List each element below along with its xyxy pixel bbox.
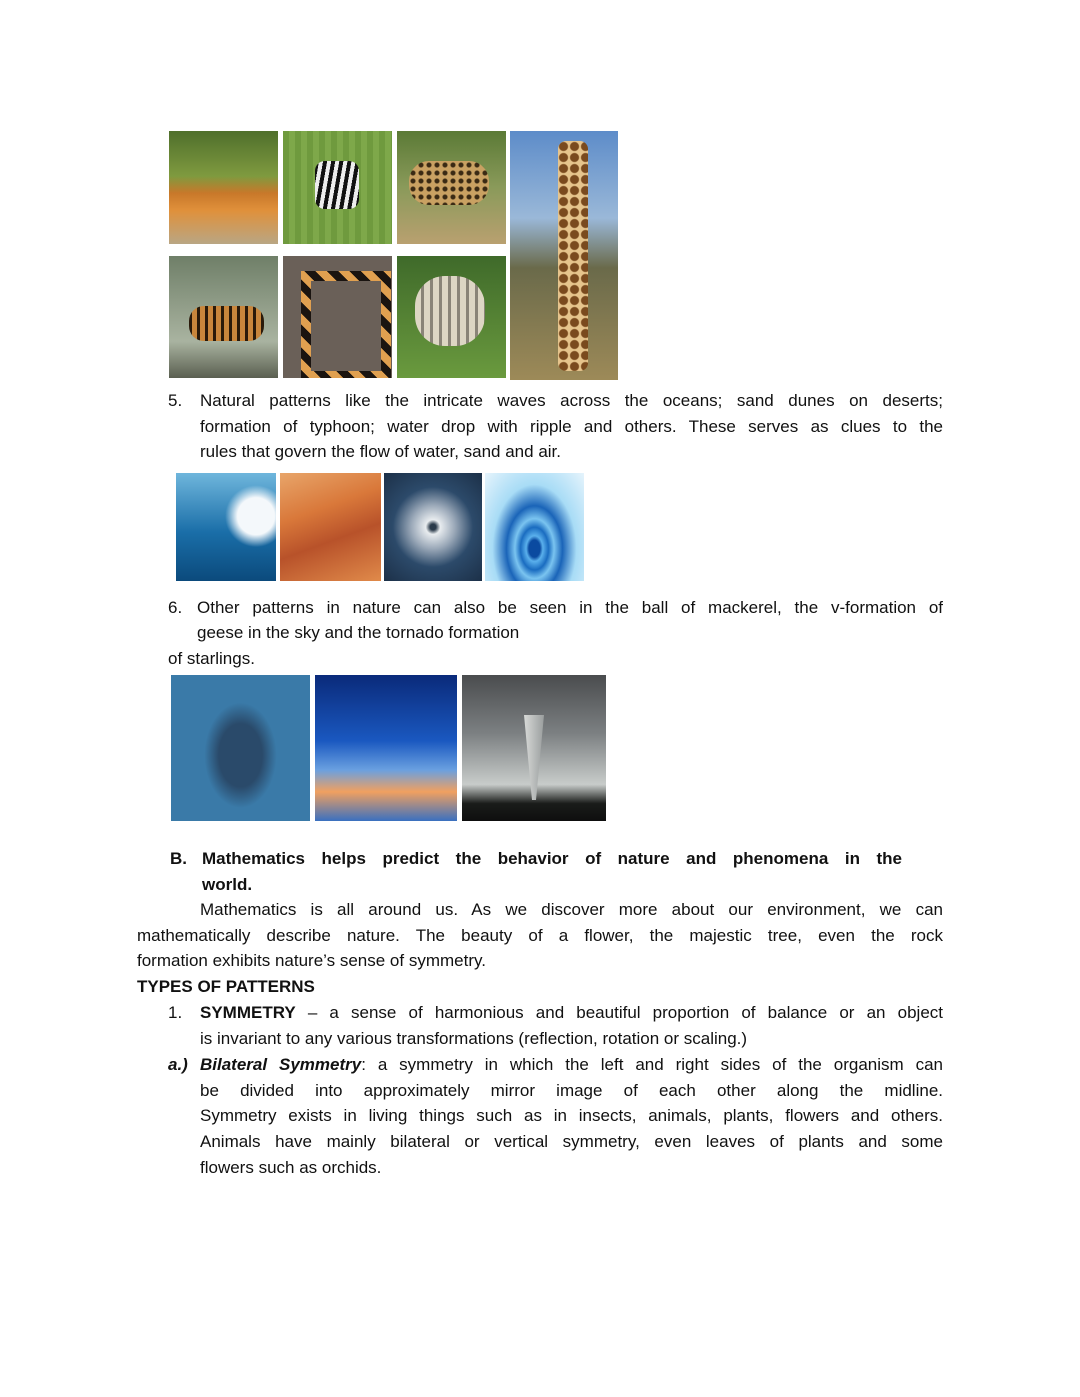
- types-heading: TYPES OF PATTERNS: [137, 977, 315, 996]
- tiger-striped-cat-image: [169, 256, 278, 378]
- list-marker: 6.: [168, 598, 183, 617]
- leopard-image: [397, 131, 506, 244]
- sand-dunes-image: [280, 473, 381, 581]
- item5-line: rules that govern the flow of water, sand and air.: [200, 442, 561, 461]
- geese-formation-image: [315, 675, 457, 821]
- symmetry-line: [200, 1001, 943, 1025]
- banded-snake-image: [283, 256, 392, 378]
- bilateral-term: Bilateral Symmetry: [200, 1055, 362, 1074]
- zebra-image: [283, 131, 392, 244]
- item5-line: Natural patterns like the intricate waves across the oceans; sand dunes on deserts;: [200, 391, 943, 410]
- list-marker: 1.: [168, 1003, 183, 1022]
- bilateral-line: flowers such as orchids.: [200, 1158, 382, 1177]
- paragraph-line: formation exhibits nature’s sense of symmetry.: [137, 951, 486, 970]
- bilateral-line: be divided into approximately mirror image of each other along the midline.: [200, 1081, 943, 1100]
- item6-line: geese in the sky and the tornado formation: [197, 623, 520, 642]
- item6-line: Other patterns in nature can also be seen in the ball of mackerel, the v-formation of: [197, 598, 943, 617]
- symmetry-definition: – a sense of harmonious and beautiful proportion of balance or an object: [295, 1003, 943, 1022]
- tiger-image: [169, 131, 278, 244]
- typhoon-image: [384, 473, 482, 581]
- section-marker: B.: [170, 849, 187, 868]
- section-heading: Mathematics helps predict the behavior of nature and phenomena in the: [202, 849, 902, 868]
- bilateral-line: [200, 1053, 943, 1077]
- item6-line: of starlings.: [168, 649, 255, 668]
- bilateral-definition: : a symmetry in which the left and right sides of the organism can: [361, 1055, 943, 1074]
- item5-line: formation of typhoon; water drop with ripple and others. These serves as clues to the: [200, 417, 943, 436]
- symmetry-term: SYMMETRY: [200, 1003, 296, 1022]
- symmetry-line: is invariant to any various transformations (reflection, rotation or scaling.): [200, 1029, 748, 1048]
- list-marker: 5.: [168, 391, 183, 410]
- bilateral-line: Symmetry exists in living things such as in insects, animals, plants, flowers and others.: [200, 1106, 943, 1125]
- giraffe-image: [510, 131, 618, 380]
- mackerel-ball-image: [171, 675, 310, 821]
- tornado-image: [462, 675, 606, 821]
- water-drop-ripple-image: [485, 473, 584, 581]
- list-marker: a.): [168, 1055, 188, 1074]
- paragraph-line: mathematically describe nature. The beauty of a flower, the majestic tree, even the rock: [137, 926, 943, 945]
- ocean-wave-image: [176, 473, 276, 581]
- striped-hyena-image: [397, 256, 506, 378]
- paragraph-line: Mathematics is all around us. As we discover more about our environment, we can: [200, 900, 943, 919]
- section-heading: world.: [202, 875, 253, 894]
- bilateral-line: Animals have mainly bilateral or vertical symmetry, even leaves of plants and some: [200, 1132, 943, 1151]
